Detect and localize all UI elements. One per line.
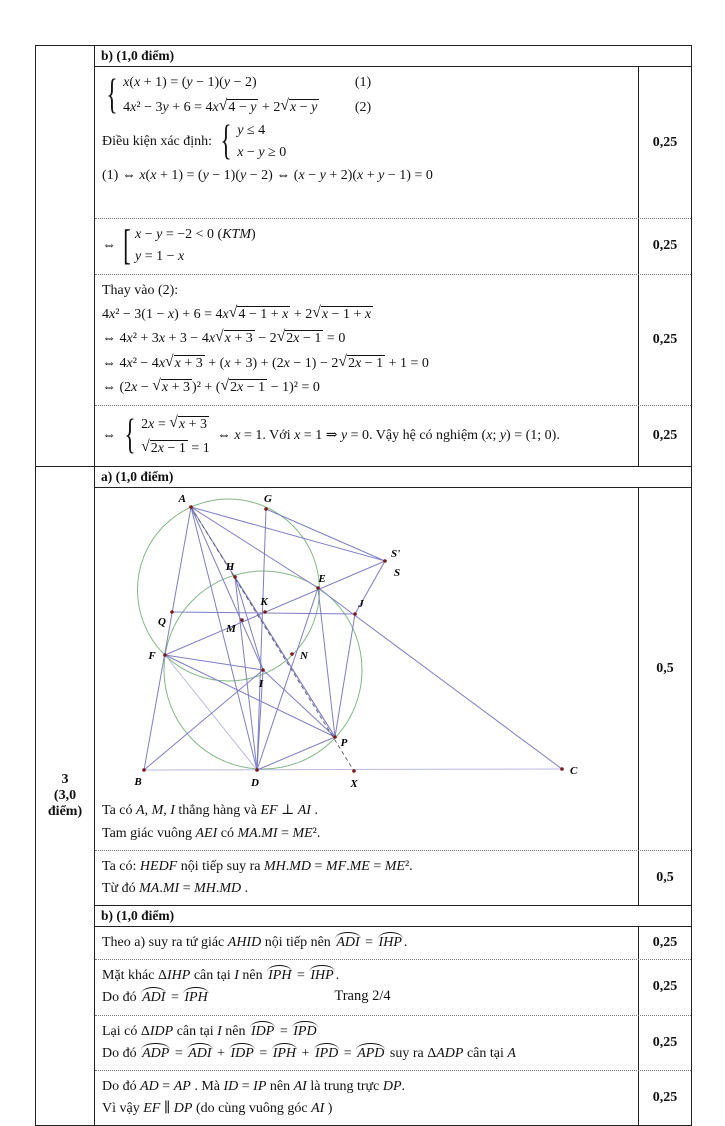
angle-arc: IHP [308,967,335,985]
solution-line: (1) ⇔ x(x + 1) = (y − 1)(y − 2) ⇔ (x − y + 2)(x + y − 1) = 0 [102,167,433,183]
case-row [141,437,210,459]
figure-point-label-S: S [394,567,401,580]
cases-line [102,413,631,460]
figure-point-dot-F [163,654,167,658]
points-cell: 0,5 [638,851,691,905]
solution-line: ⇔ 4x² + 3x + 3 − 4x√x + 3 − 2√2x − 1 = 0 [102,328,346,347]
figure-point-label-D: D [251,777,259,790]
figure-point-label-C: C [570,765,578,778]
figure-point-dot-I [261,669,265,673]
points-cell: 0,25 [638,960,691,1014]
figure-segment-AI [191,507,263,670]
question-number-cell-q2 [36,46,95,466]
sqrt-expression: √x − 1 + x [312,303,372,322]
equation-tag: (1) [354,75,372,90]
figure-segment-GS' [266,509,385,561]
solution-content-cell [95,67,638,218]
brace-symbol: { [220,118,232,165]
solution-line: Ta có A, M, I thẳng hàng và EF ⊥ AI . [102,803,318,819]
figure-point-dot-S' [383,560,387,564]
solution-line: Mặt khác ΔIHP cân tại I nên IPH = IHP . [102,967,631,985]
brace-symbol: [ [123,222,131,269]
solution-row [95,1016,691,1071]
solution-line: Tam giác vuông AEI có MA.MI = ME². [102,825,321,841]
sqrt-expression: √2x − 1 [338,352,384,371]
figure-point-label-Q: Q [158,616,166,629]
solution-row [95,406,691,467]
figure-point-dot-B [142,769,146,773]
angle-arc: IPD [291,1023,318,1041]
figure-segment-FD [165,655,257,770]
solution-line: Thay vào (2): [102,282,179,298]
case-expression: y ≤ 4 [237,122,266,138]
angle-arc: IPD [313,1045,340,1063]
figure-segment-GD [257,509,266,770]
cases-block [120,222,256,269]
case-row [135,248,256,267]
solution-content-cell [95,275,638,405]
points-cell: 0,25 [638,927,691,959]
cases-line [102,222,631,269]
sqrt-expression: √x + 3 [165,352,203,371]
points-cell: 0,25 [638,1071,691,1125]
figure-point-label-K: K [260,596,268,609]
solution-content-cell [95,488,638,849]
solution-line: Theo a) suy ra tứ giác AHID nội tiếp nên ADI = IHP . [102,934,631,952]
figure-point-dot-C [560,768,564,772]
figure-point-label-M: M [226,623,236,636]
solution-line: Do đó ADP = ADI + IDP = IPH + IPD = APD suy ra ΔADP cân tại A [102,1045,631,1063]
figure-point-dot-G [264,508,268,512]
points-cell: 0,25 [638,219,691,274]
solution-row [95,1071,691,1125]
sqrt-expression: √2x − 1 [276,328,322,347]
cases-block [216,118,287,165]
case-row [237,122,286,141]
figure-point-label-A: A [178,493,186,506]
angle-arc: IHP [377,934,404,952]
figure-point-dot-Q [170,611,174,615]
q3a-header: a) (1,0 điểm) [95,467,691,488]
figure-point-dot-A [189,506,193,510]
figure-point-label-J: J [358,598,364,611]
question-2-rows [95,46,691,466]
question-number: 3 [61,772,69,788]
solution-content-cell [95,927,638,959]
angle-arc: IPH [182,989,209,1007]
angle-arc: ADI [334,934,361,952]
cases-suffix: ⇔ x = 1. Với x = 1 ⇒ y = 0. Vậy hệ có nghiệm (x; y) = (1; 0). [216,427,560,443]
figure-segment-DP [257,737,335,770]
points-cell: 0,5 [638,488,691,849]
figure-segment-ED [257,588,318,770]
case-expression: x − y ≥ 0 [237,144,287,160]
case-expression: x − y = −2 < 0 (KTM) [135,227,256,242]
question-3-block [36,467,691,1125]
solution-content-cell [95,851,638,905]
figure-point-label-I: I [258,678,264,691]
figure-point-dot-N [290,653,294,657]
case-expression: √2x − 1 = 1 [141,438,210,457]
sqrt-expression: √4 − y [218,96,257,115]
solution-row [95,67,691,219]
cases-prefix: ⇔ [102,427,116,443]
figure-segment-HD [235,577,257,770]
figure-point-label-N: N [300,650,308,663]
figure-point-dot-J [353,613,357,617]
solution-row [95,851,691,905]
points-cell: 0,25 [638,1016,691,1070]
figure-point-dot-P [333,736,337,740]
cases-line [102,118,631,165]
solution-line: Ta có: HEDF nội tiếp suy ra MH.MD = MF.ME = ME². [102,858,413,874]
q3b-header: b) (1,0 điểm) [95,905,691,927]
angle-arc: APD [355,1045,386,1063]
figure-point-label-E: E [318,573,326,586]
figure-point-dot-D [255,769,259,773]
solution-content-cell [95,219,638,274]
solution-row [95,927,691,960]
solution-content-cell [95,1016,638,1070]
sqrt-expression: √x + 3 [169,413,208,432]
case-row [123,74,371,93]
points-cell: 0,25 [638,406,691,467]
angle-arc: IPH [271,1045,298,1063]
solution-content-cell [95,1071,638,1125]
solution-line: Do đó AD = AP . Mà ID = IP nên AI là trung trực DP. [102,1079,406,1094]
cases-line [102,74,631,118]
angle-arc: IPH [266,967,293,985]
q2b-header: b) (1,0 điểm) [95,46,691,67]
question-number-cell-q3 [36,467,95,1125]
question-2-block [36,46,691,467]
figure-segment-JP [335,614,355,737]
sqrt-expression: √2x − 1 [220,377,266,396]
figure-point-label-H: H [225,561,235,574]
solution-row [95,219,691,275]
angle-arc: IDP [228,1045,255,1063]
solution-row [95,488,691,850]
solution-line: Lại có ΔIDP cân tại I nên IDP = IPD [102,1023,631,1041]
equation-tag: (2) [354,99,372,115]
case-row [237,144,286,163]
figure-point-dot-K [263,611,267,615]
cases-prefix: Điều kiện xác định: [102,134,213,150]
figure-point-label-S': S' [391,548,401,561]
solution-line: 4x² − 3(1 − x) + 6 = 4x√4 − 1 + x + 2√x − 1 + x [102,303,372,322]
figure-point-dot-E [316,587,320,591]
cases-prefix: ⇔ [102,238,116,254]
case-row [135,226,256,245]
figure-segment-AD [191,507,257,770]
angle-arc: IDP [249,1023,276,1041]
sqrt-expression: √x + 3 [152,377,191,396]
angle-arc: ADI [140,989,167,1007]
figure-point-label-B: B [134,776,142,789]
angle-arc: ADI [186,1045,213,1063]
question-3-rows [95,467,691,1125]
solution-line: ⇔ 4x² − 4x√x + 3 + (x + 3) + (2x − 1) − 2√2x − 1 + 1 = 0 [102,352,429,371]
points-cell: 0,25 [638,67,691,218]
case-expression: 4x² − 3y + 6 = 4x√4 − y + 2√x − y [123,96,318,115]
solution-row [95,275,691,406]
cases-block [102,74,371,118]
case-expression: 2x = √x + 3 [141,413,208,432]
figure-point-label-P: P [340,737,348,750]
case-row [123,96,371,118]
case-row [141,413,210,435]
solution-line: ⇔ (2x − √x + 3 )² + (√2x − 1 − 1)² = 0 [102,377,320,396]
question-points: (3,0 điểm) [47,788,83,820]
case-expression: x(x + 1) = (y − 1)(y − 2) [123,75,257,90]
figure-point-label-F: F [148,650,156,663]
figure-point-label-X: X [350,778,358,791]
figure-point-label-G: G [264,493,272,506]
figure-point-dot-H [233,576,237,580]
brace-symbol: { [106,72,118,119]
solution-line: Từ đó MA.MI = MH.MD . [102,880,249,896]
solution-content-cell [95,406,638,467]
angle-arc: ADP [140,1045,171,1063]
solution-line: Do đó ADI = IPH [102,989,631,1007]
page-footer: Trang 2/4 [334,988,391,1004]
figure-segment-AE [191,507,318,588]
sqrt-expression: √4 − 1 + x [228,303,289,322]
figure-point-dot-M [240,619,244,623]
case-expression: y = 1 − x [135,248,185,264]
points-cell: 0,25 [638,275,691,405]
cases-block [120,413,210,460]
figure-point-dot-X [352,770,356,774]
sqrt-expression: √2x − 1 [141,438,186,457]
geometry-figure [102,491,642,797]
answer-key-table [35,45,692,1126]
sqrt-expression: √x + 3 [215,328,253,347]
sqrt-expression: √x − y [280,96,318,115]
brace-symbol: { [124,412,136,459]
solution-line: Vì vậy EF ∥ DP (do cùng vuông góc AI ) [102,1101,333,1117]
